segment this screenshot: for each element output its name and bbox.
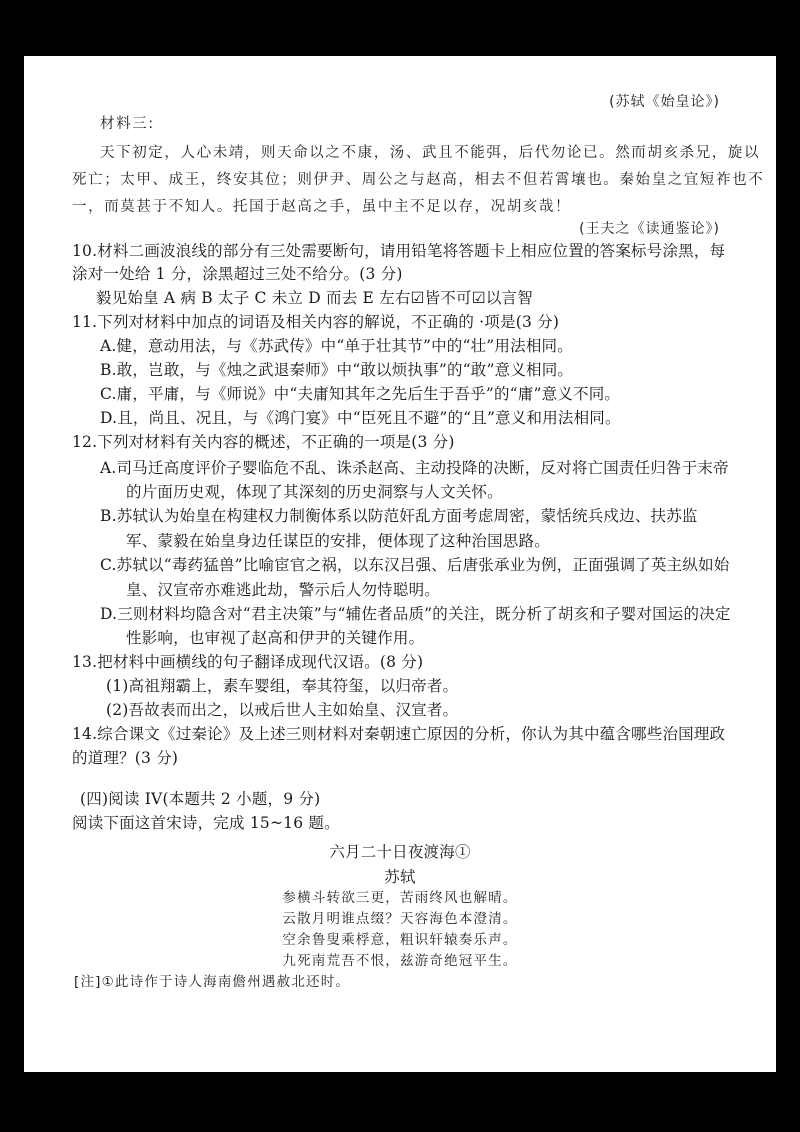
question-13-item: (2)吾故表而出之，以戒后世人主如始皇、汉宣者。 [106,701,459,719]
material-3-heading: 材料三: [100,116,155,132]
material-3-source: (王夫之《读通鉴论》) [579,221,720,237]
question-13-item: (1)高祖翔霸上，素车婴组，奉其符玺，以归帝者。 [106,677,459,695]
question-11-option-d: D.且，尚且、况且，与《鸿门宴》中“臣死且不避”的“且”意义和用法相同。 [100,409,621,427]
question-10-sentence: 毅见始皇 A 病 B 太子 C 未立 D 而去 E 左右☑皆不可☑以言智 [96,289,533,307]
poem-line: 云散月明谁点缀？天容海色本澄清。 [282,911,518,927]
poem-note: [注]①此诗作于诗人海南儋州遇赦北还时。 [74,974,351,990]
material-3-line: 一，而莫甚于不知人。托国于赵高之手，虽中主不足以存，况胡亥哉！ [72,199,572,215]
question-10-stem: 10.材料二画波浪线的部分有三处需要断句，请用铅笔将答题卡上相应位置的答案标号涂黑，每 [72,242,726,260]
question-10-stem: 涂对一处给 1 分，涂黑超过三处不给分。(3 分) [72,265,403,283]
question-12-option-b-cont: 军、蒙毅在始皇身边任谋臣的安排，便体现了这种治国思路。 [126,532,550,550]
poem-line: 九死南荒吾不恨，兹游奇绝冠平生。 [282,953,518,969]
question-13-stem: 13.把材料中画横线的句子翻译成现代汉语。(8 分) [72,653,424,671]
question-12-option-b: B.苏轼认为始皇在构建权力制衡体系以防范奸乱方面考虑周密，蒙恬统兵戍边、扶苏监 [100,507,698,525]
poem-line: 空余鲁叟乘桴意，粗识轩辕奏乐声。 [282,932,518,948]
question-11-stem: 11.下列对材料中加点的词语及相关内容的解说，不正确的 ·项是(3 分) [72,313,560,331]
exam-page [24,56,776,1072]
material-3-line: 天下初定，人心未靖，则天命以之不康，汤、武且不能弭，后代勿论已。然而胡亥杀兄，旋以 [100,145,761,161]
question-12-option-a: A.司马迁高度评价子婴临危不乱、诛杀赵高、主动投降的决断，反对将亡国责任归咎于末帝 [100,459,729,477]
question-14-stem: 的道理？(3 分) [72,749,179,767]
material-3-line: 死亡；太甲、成王，终安其位；则伊尹、周公之与赵高，相去不但若霄壤也。秦始皇之宜短祚也不 [72,172,765,188]
question-11-option-c: C.庸，平庸，与《师说》中“夫庸知其年之先后生于吾乎”的“庸”意义不同。 [100,385,621,403]
question-12-option-d: D.三则材料均隐含对“君主决策”与“辅佐者品质”的关注，既分析了胡亥和子婴对国运的决定 [100,605,731,623]
question-11-option-a: A.健，意动用法，与《苏武传》中“单于壮其节”中的“壮”用法相同。 [100,337,573,355]
material-2-source: (苏轼《始皇论》) [609,94,720,110]
section-4-heading: (四)阅读 IV(本题共 2 小题，9 分) [80,790,321,808]
question-14-stem: 14.综合课文《过秦论》及上述三则材料对秦朝速亡原因的分析，你认为其中蕴含哪些治国理政 [72,725,726,743]
question-12-option-c: C.苏轼以“毒药猛兽”比喻宦官之祸，以东汉吕强、后唐张承业为例，正面强调了英主纵如始 [100,556,730,574]
question-12-option-d-cont: 性影响，也审视了赵高和伊尹的关键作用。 [126,629,425,647]
question-12-stem: 12.下列对材料有关内容的概述，不正确的一项是(3 分) [72,433,455,451]
question-12-option-c-cont: 皇、汉宣帝亦难逃此劫，警示后人勿恃聪明。 [126,581,441,599]
question-11-option-b: B.敢，岂敢，与《烛之武退秦师》中“敢以烦执事”的“敢”意义相同。 [100,361,574,379]
poem-line: 参横斗转欲三更，苦雨终风也解晴。 [282,890,518,906]
question-12-option-a-cont: 的片面历史观，体现了其深刻的历史洞察与人文关怀。 [126,483,503,501]
poem-author: 苏轼 [384,868,416,886]
poem-title: 六月二十日夜渡海① [329,843,471,861]
section-4-instruction: 阅读下面这首宋诗，完成 15~16 题。 [72,814,340,832]
